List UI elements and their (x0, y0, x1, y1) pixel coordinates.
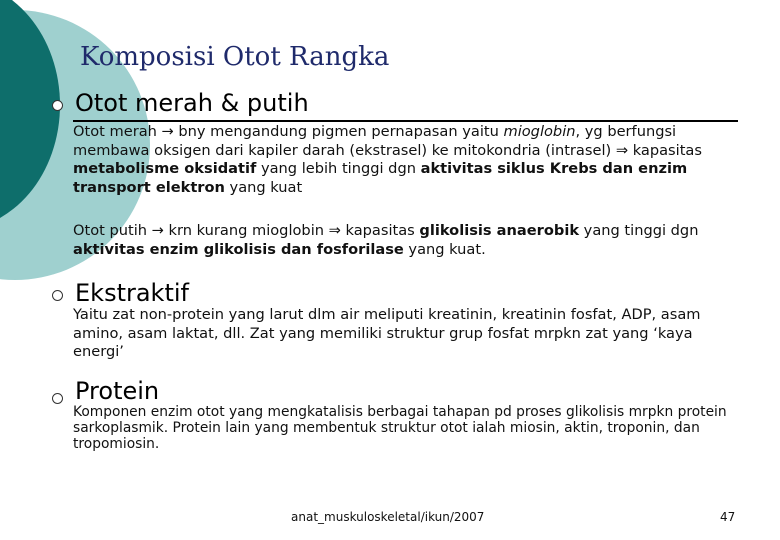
footer-source: anat_muskuloskeletal/ikun/2007 (291, 510, 485, 524)
section-heading-protein: Protein (75, 377, 160, 405)
divider (73, 120, 738, 122)
paragraph-protein: Komponen enzim otot yang mengkatalisis berbagai tahapan pd proses glikolisis mrpkn protein sarkoplasmik. Protein lain yang membentuk struktur otot ialah miosin, aktin, troponin, dan tropomiosin. (73, 404, 727, 452)
paragraph-otot-putih: Otot putih → krn kurang mioglobin ⇒ kapasitas glikolisis anaerobik yang tinggi dgn aktivitas enzim glikolisis dan fosforilase yang kuat. (73, 222, 699, 258)
paragraph-ekstraktif: Yaitu zat non-protein yang larut dlm air meliputi kreatinin, kreatinin fosfat, ADP, asam amino, asam laktat, dll. Zat yang memiliki struktur grup fosfat mrpkn zat yang ‘kaya energi’ (73, 306, 701, 360)
paragraph-otot-merah: Otot merah → bny mengandung pigmen pernapasan yaitu mioglobin, yg berfungsi membawa oksigen dari kapiler darah (ekstrasel) ke mitokondria (intrasel) ⇒ kapasitas metabolisme oksidatif yang lebih tinggi dgn aktivitas siklus Krebs dan enzim transport elektron yang kuat (73, 123, 702, 196)
section-heading-otot-merah-putih: Otot merah & putih (75, 89, 309, 117)
bullet-icon (52, 290, 63, 301)
bullet-icon (52, 393, 63, 404)
bullet-icon (52, 100, 63, 111)
slide-title: Komposisi Otot Rangka (80, 42, 390, 72)
section-heading-ekstraktif: Ekstraktif (75, 279, 189, 307)
page-number: 47 (720, 510, 736, 524)
